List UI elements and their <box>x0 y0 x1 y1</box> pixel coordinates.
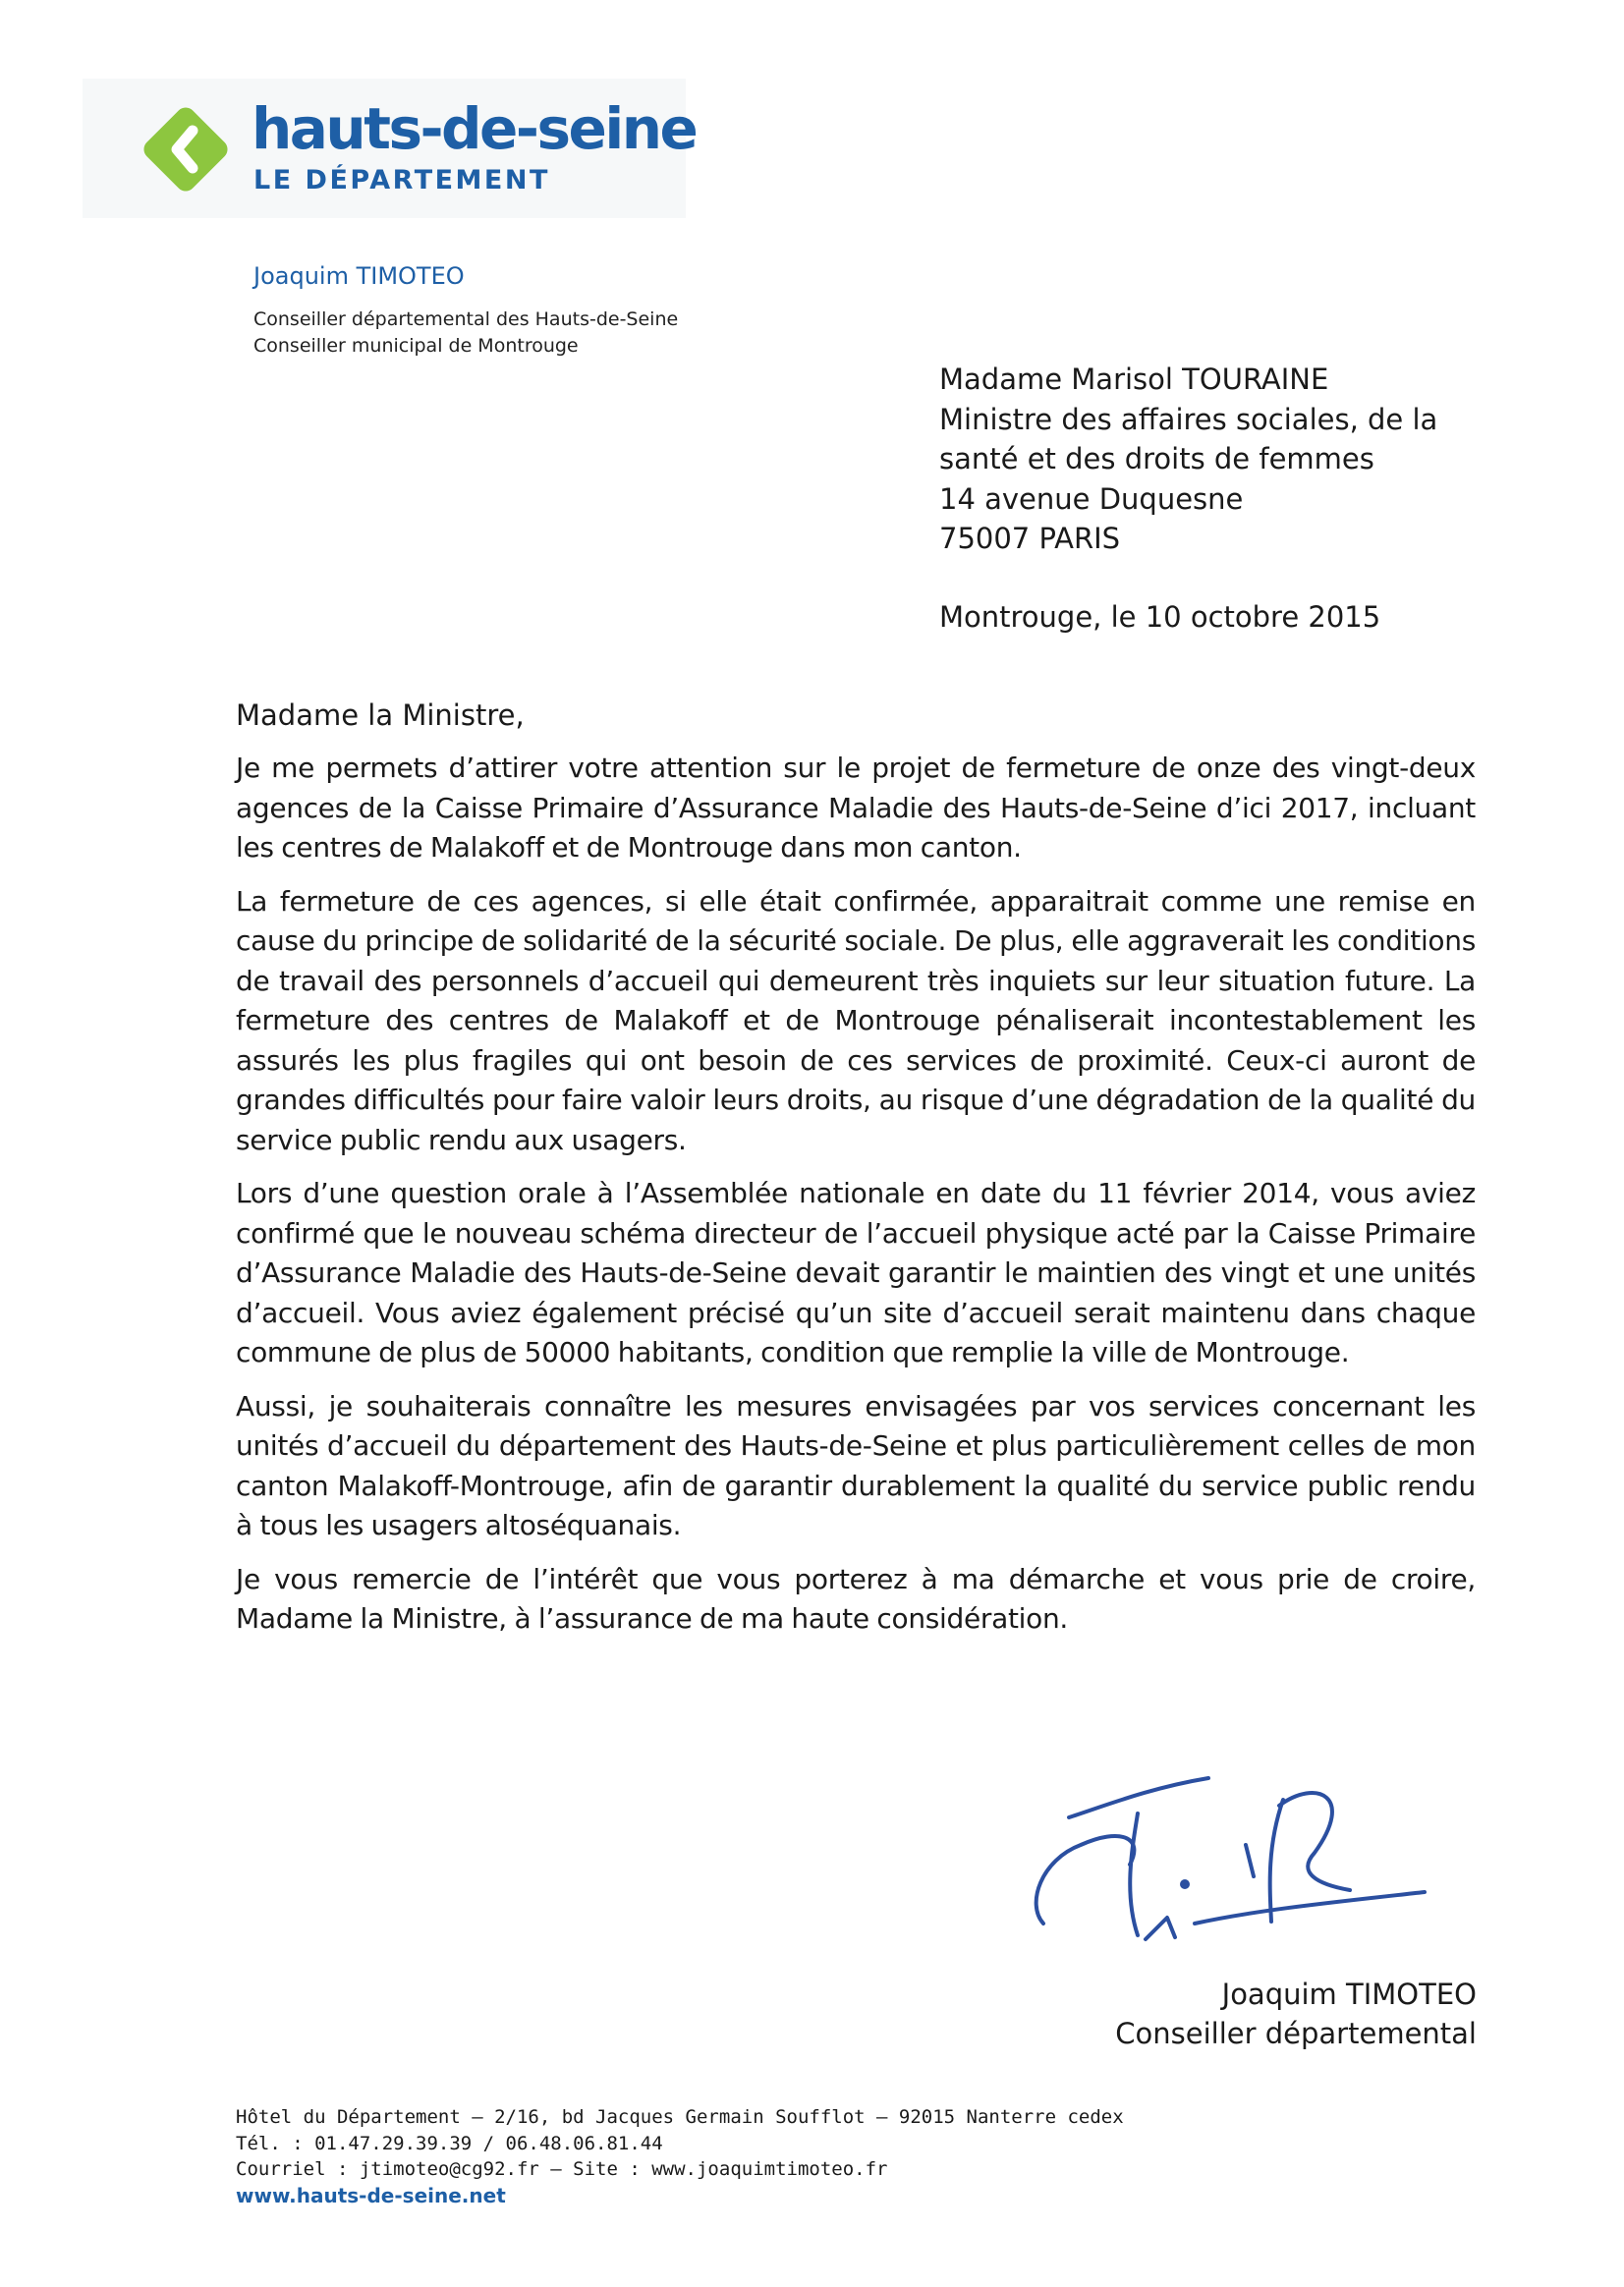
footer <box>236 2104 1124 2208</box>
recipient-line: 75007 PARIS <box>939 522 1121 555</box>
handwritten-signature <box>1022 1766 1454 1963</box>
signatory-name: Joaquim TIMOTEO <box>1221 1978 1477 2011</box>
logo-brand-text: hauts-de-seine <box>252 95 697 162</box>
recipient-line: Madame Marisol TOURAINE <box>939 363 1329 396</box>
footer-phone: Tél. : 01.47.29.39.39 / 06.48.06.81.44 <box>236 2132 663 2154</box>
signatory-title: Conseiller départemental <box>1115 2017 1477 2050</box>
body-paragraph: Je vous remercie de l’intérêt que vous porterez à ma démarche et vous prie de croire, Madame la Ministre, à l’assurance de ma haute considération. <box>236 1562 1476 1635</box>
salutation: Madame la Ministre, <box>236 698 525 732</box>
letter-date: Montrouge, le 10 octobre 2015 <box>939 600 1381 634</box>
recipient-line: santé et des droits de femmes <box>939 442 1374 475</box>
sender-role-2: Conseiller municipal de Montrouge <box>253 335 579 357</box>
logo-subtitle: LE DÉPARTEMENT <box>253 165 550 195</box>
sender-role-1: Conseiller départemental des Hauts-de-Seine <box>253 308 679 330</box>
recipient-line: Ministre des affaires sociales, de la <box>939 402 1438 436</box>
body-paragraph: Lors d’une question orale à l’Assemblée nationale en date du 11 février 2014, vous aviez confirmé que le nouveau schéma directeur de l’accueil physique acté par la Caisse Primaire d’Assurance Maladie des Hauts-de-Seine devait garantir le maintien des vingt et une unités d’accueil. Vous aviez également précisé qu’un site d’accueil serait maintenu dans chaque commune de plus de 50000 habitants, condition que remplie la ville de Montrouge. <box>236 1177 1476 1368</box>
footer-contact: Courriel : jtimoteo@cg92.fr – Site : www.joaquimtimoteo.fr <box>236 2158 888 2180</box>
body-paragraph: La fermeture de ces agences, si elle était confirmée, apparaitrait comme une remise en cause du principe de solidarité de la sécurité sociale. De plus, elle aggraverait les conditions de travail des personnels d’accueil qui demeurent très inquiets sur leur situation future. La fermeture des centres de Malakoff et de Montrouge pénaliserait incontestablement les assurés les plus fragiles qui ont besoin de ces services de proximité. Ceux-ci auront de grandes difficultés pour faire valoir leurs droits, au risque d’une dégradation de la qualité du service public rendu aux usagers. <box>236 884 1476 1156</box>
body-paragraph: Je me permets d’attirer votre attention sur le projet de fermeture de onze des vingt-deux agences de la Caisse Primaire d’Assurance Maladie des Hauts-de-Seine d’ici 2017, incluant les centres de Malakoff et de Montrouge dans mon canton. <box>236 752 1476 864</box>
recipient-line: 14 avenue Duquesne <box>939 481 1244 516</box>
body-paragraph: Aussi, je souhaiterais connaître les mesures envisagées par vos services concernant les unités d’accueil du département des Hauts-de-Seine et plus particulièrement celles de mon canton Malakoff-Montrouge, afin de garantir durablement la qualité du service public rendu à tous les usagers altoséquanais. <box>236 1389 1476 1541</box>
sender-name: Joaquim TIMOTEO <box>253 262 465 290</box>
recipient-address <box>939 360 1437 559</box>
hauts-de-seine-mark-icon <box>132 95 240 203</box>
footer-website-link[interactable]: www.hauts-de-seine.net <box>236 2183 506 2207</box>
department-logo <box>83 79 697 218</box>
footer-address: Hôtel du Département – 2/16, bd Jacques Germain Soufflot – 92015 Nanterre cedex <box>236 2106 1124 2128</box>
letter-body <box>236 749 1476 1653</box>
